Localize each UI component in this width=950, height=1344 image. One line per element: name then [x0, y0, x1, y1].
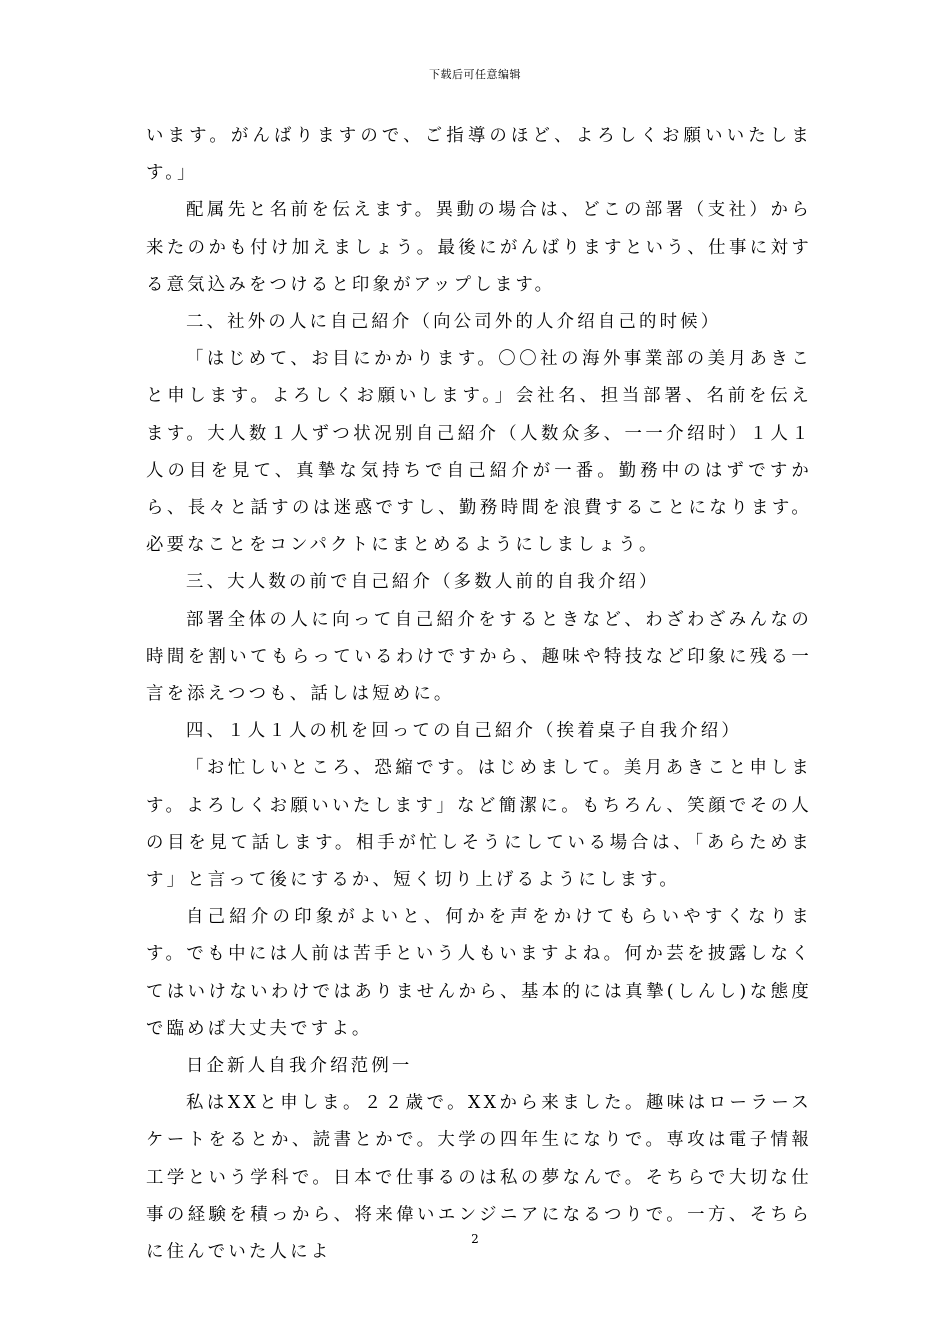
- page-number: 2: [471, 1232, 479, 1246]
- document-body: [146, 118, 812, 1271]
- paragraph-example-one: 私はXXと申しま。２２歳で。XXから来ました。趣味はローラースケートをるとか、読書とかで。大学の四年生になりで。専攻は電子情報工学という学科で。日本で仕事るのは私の夢なんで。そちらで大切な仕事の経験を積っから、将来偉いエンジニアになるつりで。一方、そちらに住んでいた人によ: [146, 1093, 812, 1263]
- section-heading-external: 二、社外の人に自己紹介（向公司外的人介绍自己的时候）: [186, 312, 722, 333]
- paragraph-external-intro: 「はじめて、お目にかかります。〇〇社の海外事業部の美月あきこと申します。よろしくお願いします。」会社名、担当部署、名前を伝えます。大人数１人ずつ状况别自己紹介（人数众多、一一介绍时）１人１人の目を見て、真摯な気持ちで自己紹介が一番。勤務中のはずですから、長々と話すのは迷惑ですし、勤務時間を浪費することになります。必要なことをコンパクトにまとめるようにしましょう。: [146, 349, 812, 556]
- paragraph-continuation: います。がんばりますので、ご指導のほど、よろしくお願いいたします。」: [146, 126, 812, 184]
- paragraph-large-group: 部署全体の人に向って自己紹介をするときなど、わざわざみんなの時間を割いてもらっているわけですから、趣味や特技など印象に残る一言を添えつつも、話しは短めに。: [146, 609, 812, 705]
- paragraph-assignment-intro: 配属先と名前を伝えます。異動の場合は、どこの部署（支社）から来たのかも付け加えましょう。最後にがんばりますという、仕事に対する意気込みをつけると印象がアップします。: [146, 200, 812, 295]
- section-heading-desk-round: 四、１人１人の机を回っての自己紹介（挨着桌子自我介绍）: [186, 721, 742, 742]
- paragraph-impression: 自己紹介の印象がよいと、何かを声をかけてもらいやすくなります。でも中には人前は苦手という人もいますよね。何か芸を披露しなくてはいけないわけではありませんから、基本的には真摯(しんし)な態度で臨めば大丈夫ですよ。: [146, 907, 812, 1039]
- section-heading-large-group: 三、大人数の前で自己紹介（多数人前的自我介绍）: [186, 572, 660, 593]
- section-heading-example-one: 日企新人自我介绍范例一: [186, 1056, 413, 1077]
- page-header: 下载后可任意编辑: [429, 68, 521, 81]
- paragraph-desk-round: 「お忙しいところ、恐縮です。はじめまして。美月あきこと申します。よろしくお願いいたします」など簡潔に。もちろん、笑顔でその人の目を見て話します。相手が忙しそうにしている場合は、「あらためます」と言って後にするか、短く切り上げるようにします。: [146, 758, 812, 891]
